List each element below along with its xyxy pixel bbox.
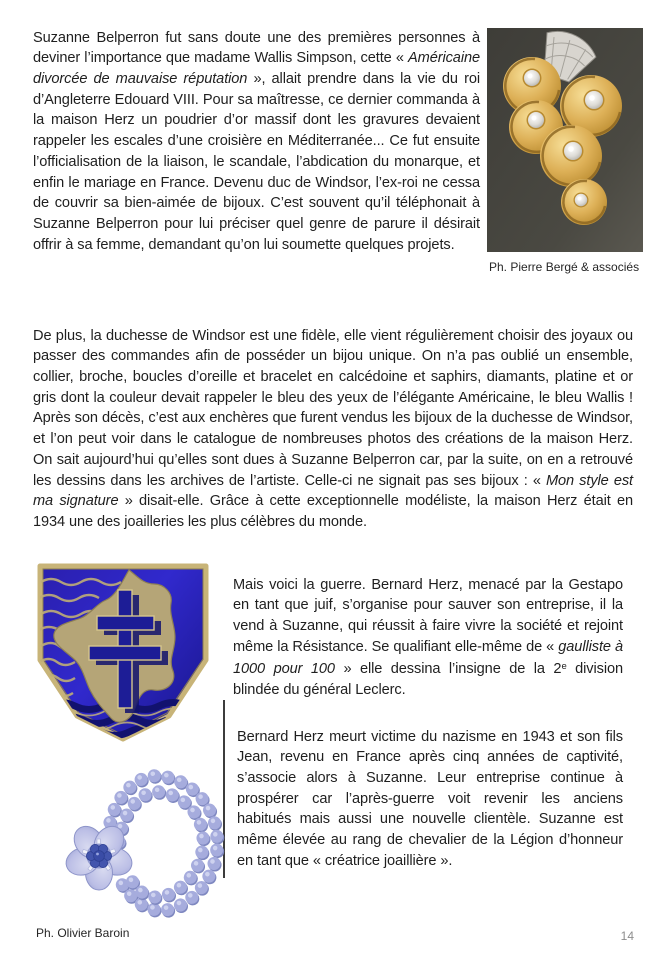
brooch-illustration: [487, 28, 643, 252]
paragraph-text: » disait-elle. Grâce à cette exceptionnelle modéliste, la maison Herz était en 1934 une des joailleries les plus célèbres du monde.: [33, 493, 633, 530]
division-badge-photo: [33, 560, 213, 746]
brooch-caption: Ph. Pierre Bergé & associés: [489, 260, 640, 274]
paragraph-text-italic: Mon style est ma signature: [33, 472, 633, 510]
necklace-caption: Ph. Olivier Baroin: [36, 926, 130, 940]
necklace-photo: [56, 752, 226, 926]
page-number: 14: [620, 929, 634, 943]
paragraph-text: » elle dessina l’insigne de la 2: [334, 661, 562, 678]
paragraph-text-italic: gaulliste à 1000 pour 100: [233, 638, 623, 678]
paragraph-apres-guerre: [237, 727, 623, 872]
paragraph-intro: [33, 28, 480, 256]
superscript-e: e: [561, 661, 567, 673]
paragraph-text: Suzanne Belperron fut sans doute une des premières personnes à deviner l’importance que madame Wallis Simpson, cette «: [33, 29, 480, 67]
paragraph-text-italic: Américaine divorcée de mauvaise réputation: [33, 50, 480, 87]
paragraph-text: », allait prendre dans la vie du roi d’Angleterre Edouard VIII. Pour sa maîtresse, ce dernier commanda à la maison Herz un poudrier d’or massif dont les gravures devaient rappeler les escales d’une croisière en Méditerranée... Ce fut ensuite l’officialisation de la liaison, le scandale, l’abdication du monarque, et enfin le mariage en France. Devenu duc de Windsor, l’ex-roi ne cessa de couvrir sa bien-aimée de bijoux. C’est souvent qu’il téléphonait à Suzanne Belperron pour lui préciser quel genre de parure il désirait offrir à sa femme, demandant qu’on lui soumette quelques projets.: [33, 71, 480, 253]
paragraph-text: De plus, la duchesse de Windsor est une fidèle, elle vient régulièrement choisir des joyaux ou passer des commandes afin de posséder un bijou unique. On n’a pas oublié un ensemble, collier, broche, boucles d’oreille et bracelet en calcédoine et saphirs, diamants, platine et or gris dont la couleur devait rappeler le bleu des yeux de l’élégante Américaine, le bleu Wallis ! Après son décès, c’est aux enchères que furent vendus les bijoux de la duchesse de Windsor, et l’on peut voir dans le catalogue de nombreuses photos des créations de la maison Herz. On sait aujourd’hui qu’elles sont dues à Suzanne Belperron car, par la suite, on en a retrouvé les dessins dans les archives de l’artiste. Celle-ci ne signait pas ses bijoux : «: [33, 327, 633, 489]
paragraph-text: Bernard Herz meurt victime du nazisme en 1943 et son fils Jean, revenu en France après cinq années de captivité, s’associe alors à Suzanne. Leur entreprise continue à prospérer car l’après-guerre voit revenir les anciens habitués mais aussi une nouvelle clientèle. Suzanne est même élevée au rang de chevalier de la Légion d’honneur en tant que « créatrice joaillière ».: [237, 728, 623, 869]
necklace-illustration: [56, 752, 226, 926]
paragraph-text: division blindée du général Leclerc.: [233, 661, 623, 699]
brooch-photo: [487, 28, 643, 252]
paragraph-text: Mais voici la guerre. Bernard Herz, menacé par la Gestapo en tant que juif, s’organise pour sauver son entreprise, il la vend à Suzanne, qui réussit à faire vivre la société et rejoint même la Résistance. Se qualifiant elle-même de «: [233, 576, 623, 655]
paragraph-duchess: [33, 326, 633, 533]
badge-illustration: [33, 560, 213, 746]
paragraph-guerre: [233, 575, 623, 701]
